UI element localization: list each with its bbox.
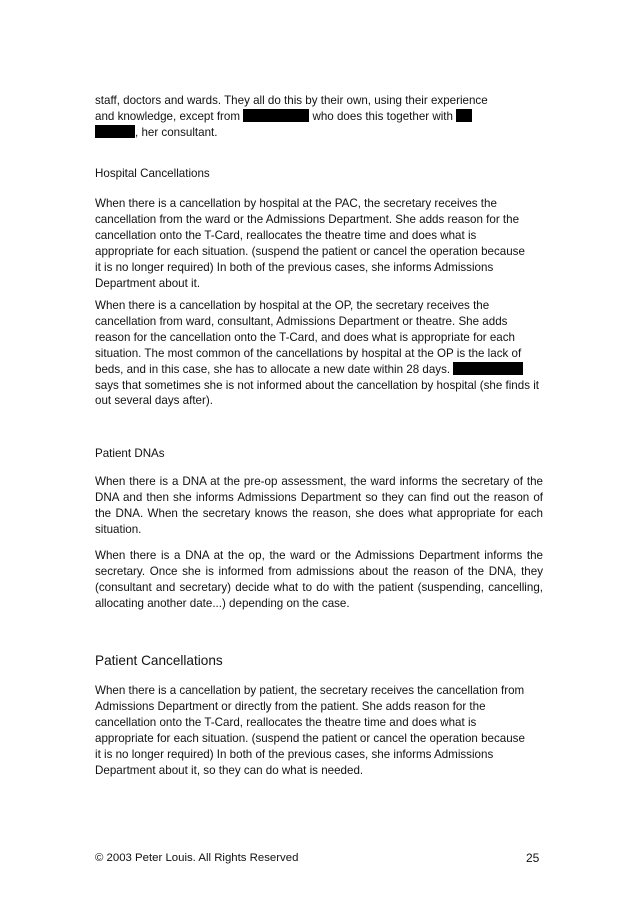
redaction-block xyxy=(243,109,309,122)
intro-paragraph xyxy=(95,93,555,141)
intro-line-2a: and knowledge, except from xyxy=(95,109,241,123)
para-text: When there is a cancellation by hospital at the OP, the secretary receives the cancellation from ward, consultant, Admissions Department or theatre. She adds reason for the cancellation onto the T-Card, and does what is appropriate for each situation. The most common of the cancellations by hospital at the OP is the lack of beds, and in this case, she has to allocate a new date within 28 days. xyxy=(95,299,522,376)
patient-dnas-para-2: When there is a DNA at the op, the ward or the Admissions Department informs the secretary. Once she is informed from admissions about the reason of the DNA, they (consultant and secretary) decide what to do with the patient (suspending, cancelling, allocating another date...) depending on the case. xyxy=(95,549,543,610)
para-text: says that sometimes she is not informed about the cancellation by hospital (she finds it out several days after). xyxy=(95,378,540,408)
footer-copyright: © 2003 Peter Louis. All Rights Reserved xyxy=(95,852,299,864)
redaction-block xyxy=(95,125,135,138)
intro-line-2b: who does this together with xyxy=(312,109,453,123)
hospital-cancellations-para-1: When there is a cancellation by hospital at the PAC, the secretary receives the cancellation from the ward or the Admissions Department. She adds reason for the cancellation onto the T-Card, reallocates the theatre time and does what is appropriate for each situation. (suspend the patient or cancel the operation because it is no longer required) In both of the previous cases, she informs Admissions Department about it. xyxy=(95,197,525,290)
intro-line-3b: , her consultant. xyxy=(135,125,218,139)
section-heading-hospital-cancellations: Hospital Cancellations xyxy=(95,167,210,180)
hospital-cancellations-para-2 xyxy=(95,298,543,409)
section-heading-patient-dnas: Patient DNAs xyxy=(95,447,165,460)
page-number: 25 xyxy=(526,851,540,865)
redaction-block xyxy=(456,109,472,122)
redaction-block xyxy=(453,362,523,375)
patient-dnas-para-1: When there is a DNA at the pre-op assessment, the ward informs the secretary of the DNA and then she informs Admissions Department so they can find out the reason of the DNA. When the secretary knows the reason, she does what appropriate for each situation. xyxy=(95,475,543,536)
intro-line-1: staff, doctors and wards. They all do this by their own, using their experience xyxy=(95,94,488,107)
section-heading-patient-cancellations: Patient Cancellations xyxy=(95,653,223,668)
patient-cancellations-para-1: When there is a cancellation by patient, the secretary receives the cancellation from Admissions Department or directly from the patient. She adds reason for the cancellation onto the T-Card, reallocates the theatre time and does what is appropriate for each situation. (suspend the patient or cancel the operation because it is no longer required) In both of the previous cases, she informs Admissions Department about it, so they can do what is needed. xyxy=(95,684,525,777)
